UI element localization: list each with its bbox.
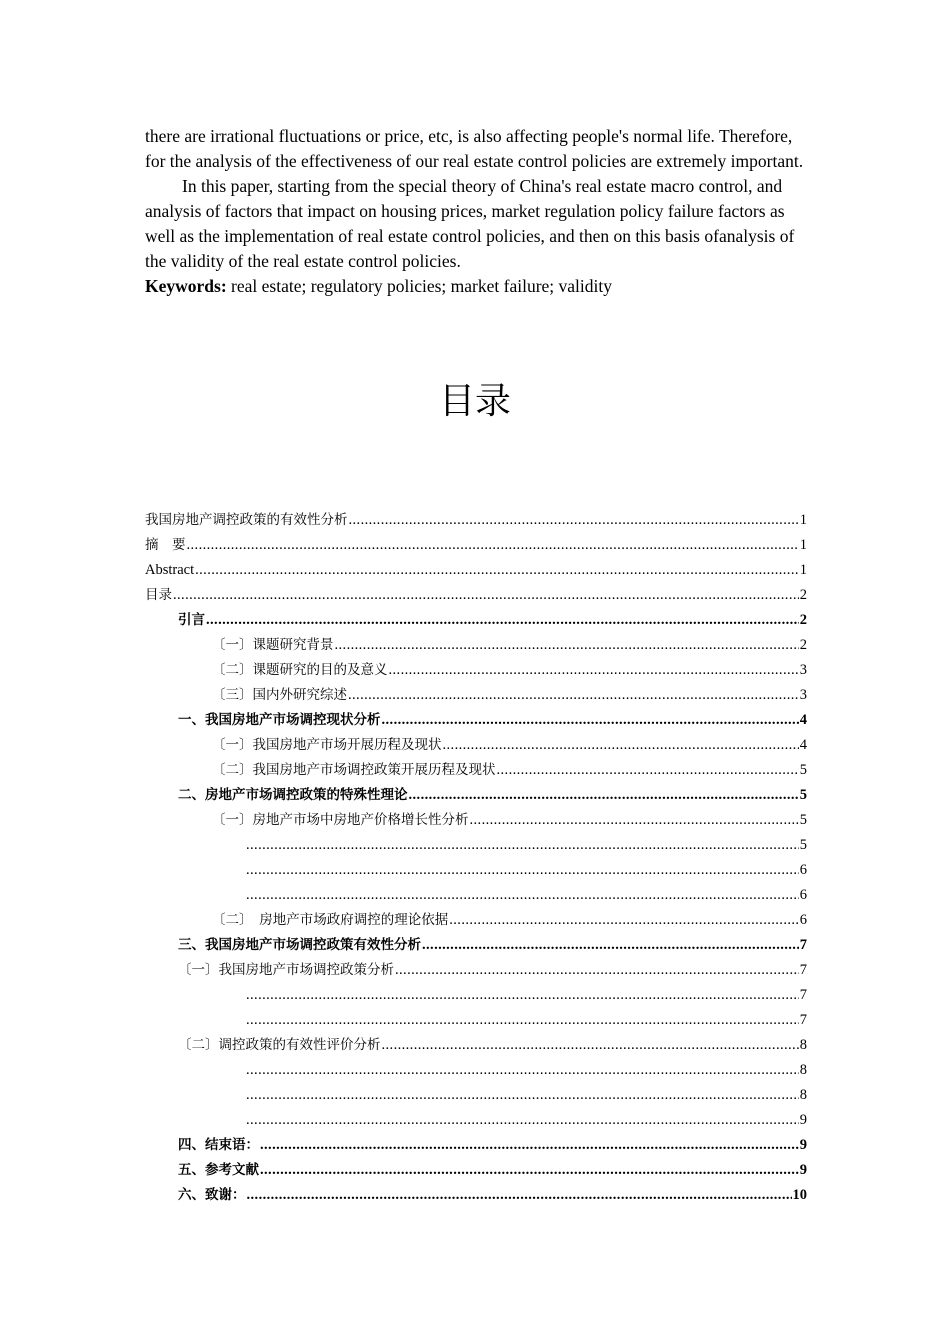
toc-entry[interactable] [145, 533, 807, 558]
toc-entry-page: 7 [799, 987, 807, 1003]
toc-entry-page: 9 [799, 1112, 807, 1128]
toc-entry-page: 7 [799, 937, 807, 953]
toc-entry-title: Abstract [145, 562, 195, 578]
toc-entry-title: 一、我国房地产市场调控现状分析 [178, 712, 381, 728]
toc-entry[interactable] [145, 833, 807, 858]
toc-entry-title: 〔一〕课题研究背景 [212, 637, 334, 653]
toc-entry[interactable] [145, 583, 807, 608]
toc-entry[interactable] [145, 908, 807, 933]
toc-entry-page: 6 [799, 862, 807, 878]
toc-entry-page: 4 [799, 737, 807, 753]
toc-entry-title: 〔二〕 房地产市场政府调控的理论依据 [212, 912, 449, 928]
toc-entry[interactable] [145, 933, 807, 958]
toc-entry-page: 1 [799, 562, 807, 578]
toc-entry-title: 三、我国房地产市场调控政策有效性分析 [178, 937, 421, 953]
toc-entry-title: 五、参考文献 [178, 1162, 259, 1178]
toc-entry[interactable] [145, 883, 807, 908]
toc-entry-title: 〔三〕国内外研究综述 [212, 687, 347, 703]
toc-entry-title: 六、致谢： [178, 1187, 246, 1203]
toc-entry-page: 9 [799, 1162, 807, 1178]
toc-entry-page: 7 [799, 1012, 807, 1028]
keywords-label: Keywords: [145, 276, 227, 296]
toc-entry-page: 6 [799, 887, 807, 903]
toc-title: 目录 [438, 381, 511, 422]
toc-entry-page: 3 [799, 662, 807, 678]
toc-entry[interactable] [145, 558, 807, 583]
toc-entry[interactable] [145, 1008, 807, 1033]
table-of-contents [145, 508, 807, 1208]
toc-entry[interactable] [145, 1033, 807, 1058]
toc-entry[interactable] [145, 708, 807, 733]
toc-entry[interactable] [145, 633, 807, 658]
toc-entry-page: 5 [799, 812, 807, 828]
toc-entry[interactable] [145, 508, 807, 533]
toc-entry-page: 8 [799, 1087, 807, 1103]
toc-entry-page: 2 [799, 587, 807, 603]
toc-entry[interactable] [145, 958, 807, 983]
toc-entry-page: 5 [799, 762, 807, 778]
toc-entry[interactable] [145, 733, 807, 758]
toc-entry[interactable] [145, 858, 807, 883]
toc-entry[interactable] [145, 658, 807, 683]
toc-entry-page: 5 [799, 787, 807, 803]
toc-entry-page: 9 [799, 1137, 807, 1153]
toc-entry[interactable] [145, 808, 807, 833]
toc-entry-page: 8 [799, 1037, 807, 1053]
toc-entry-title: 我国房地产调控政策的有效性分析 [145, 512, 348, 528]
toc-entry-title: 二、房地产市场调控政策的特殊性理论 [178, 787, 408, 803]
toc-entry-page: 3 [799, 687, 807, 703]
toc-entry[interactable] [145, 1108, 807, 1133]
toc-entry[interactable] [145, 1183, 807, 1208]
toc-entry[interactable] [145, 1083, 807, 1108]
keywords-text: real estate; regulatory policies; market failure; validity [226, 276, 612, 296]
toc-entry-page: 8 [799, 1062, 807, 1078]
toc-entry[interactable] [145, 783, 807, 808]
toc-entry-title: 引言 [178, 612, 205, 628]
toc-entry-page: 1 [799, 512, 807, 528]
toc-entry-page: 7 [799, 962, 807, 978]
toc-entry-title: 目录 [145, 587, 172, 603]
toc-entry[interactable] [145, 983, 807, 1008]
toc-entry-title: 摘 要 [145, 537, 186, 553]
toc-entry[interactable] [145, 1158, 807, 1183]
toc-entry[interactable] [145, 1058, 807, 1083]
toc-entry-title: 〔一〕房地产市场中房地产价格增长性分析 [212, 812, 469, 828]
toc-entry[interactable] [145, 758, 807, 783]
toc-entry-page: 2 [799, 612, 807, 628]
toc-entry-page: 6 [799, 912, 807, 928]
keywords-line [145, 274, 810, 299]
toc-entry-title: 四、结束语： [178, 1137, 259, 1153]
toc-entry-title: 〔一〕我国房地产市场调控政策分析 [178, 962, 394, 978]
toc-entry-title: 〔二〕调控政策的有效性评价分析 [178, 1037, 381, 1053]
toc-entry[interactable] [145, 608, 807, 633]
toc-entry-page: 5 [799, 837, 807, 853]
abstract-paragraph-2: In this paper, starting from the special theory of China's real estate macro control, and analysis of factors that impact on housing prices, market regulation policy failure factors as well as the implementation of real estate control policies, and then on this basis ofanalysis of the validity of the real estate control policies. [145, 176, 795, 271]
toc-entry-page: 1 [799, 537, 807, 553]
toc-entry-title: 〔二〕我国房地产市场调控政策开展历程及现状 [212, 762, 496, 778]
toc-entry[interactable] [145, 683, 807, 708]
abstract-paragraph-1: there are irrational fluctuations or price, etc, is also affecting people's normal life. Therefore, for the analysis of the effectiveness of our real estate control policies are extremely important. [145, 126, 804, 171]
toc-entry-title: 〔一〕我国房地产市场开展历程及现状 [212, 737, 442, 753]
toc-entry-page: 4 [799, 712, 807, 728]
toc-entry-title: 〔二〕课题研究的目的及意义 [212, 662, 388, 678]
toc-entry-page: 10 [792, 1187, 807, 1203]
toc-entry[interactable] [145, 1133, 807, 1158]
abstract-section [145, 124, 810, 299]
toc-entry-page: 2 [799, 637, 807, 653]
